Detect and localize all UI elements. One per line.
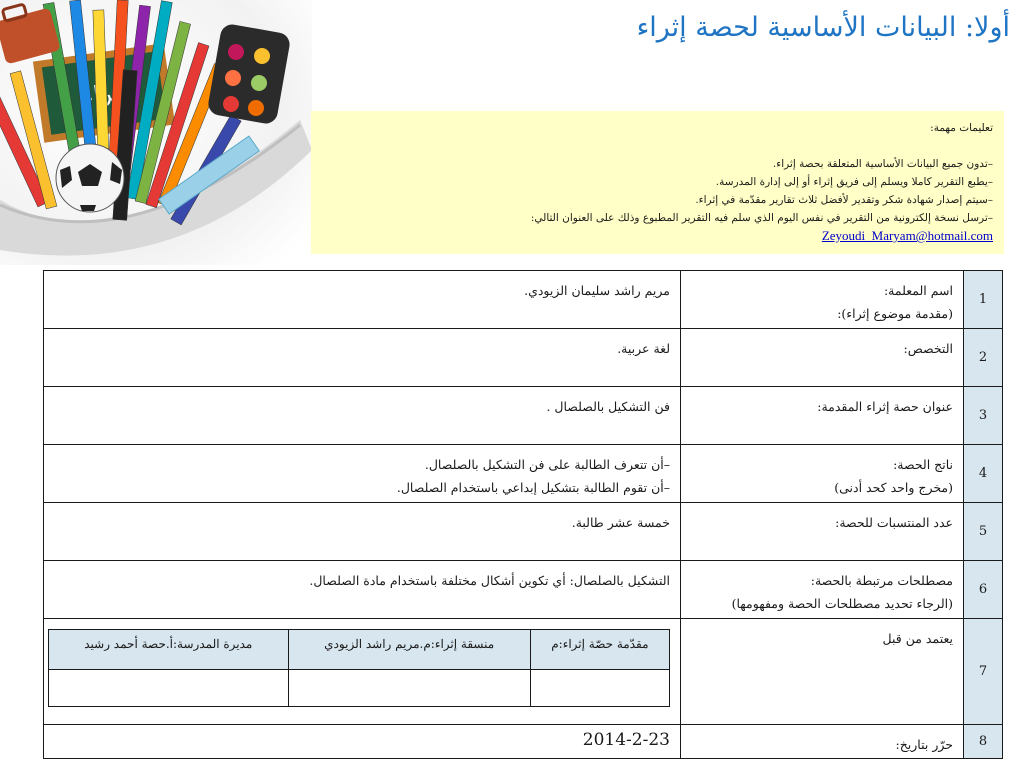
instruction-item: –تدون جميع البيانات الأساسية المتعلقة بحصة إثراء.	[772, 158, 993, 170]
specialization-label: التخصص:	[681, 329, 964, 387]
teacher-name-sublabel: (مقدمة موضوع إثراء):	[837, 306, 953, 321]
date-value[interactable]: 2014-2-23	[44, 725, 681, 759]
terms-value[interactable]: التشكيل بالصلصال: أي تكوين أشكال مختلفة باستخدام مادة الصلصال.	[44, 561, 681, 619]
signature-cell	[44, 619, 681, 725]
lesson-title-label: عنوان حصة إثراء المقدمة:	[681, 387, 964, 445]
row-number: 3	[964, 387, 1003, 445]
lesson-title-value[interactable]: فن التشكيل بالصلصال .	[44, 387, 681, 445]
instructions-box	[311, 111, 1004, 254]
participants-label: عدد المنتسبات للحصة:	[681, 503, 964, 561]
teacher-name-label: اسم المعلمة:	[883, 283, 953, 298]
row-label	[681, 271, 964, 329]
soccer-ball-icon	[56, 144, 124, 212]
row-label	[681, 561, 964, 619]
table-row	[44, 271, 1003, 329]
instruction-item: –سيتم إصدار شهادة شكر وتقدير لأفضل ثلاث تقارير مقدّمة في إثراء.	[695, 194, 993, 206]
row-label	[681, 445, 964, 503]
participants-value[interactable]: خمسة عشر طالبة.	[44, 503, 681, 561]
table-row	[44, 329, 1003, 387]
approved-by-label: يعتمد من قبل	[681, 619, 964, 725]
signature-header-row	[49, 630, 670, 670]
instruction-item: –يطبع التقرير كاملا ويسلم إلى فريق إثراء أو إلى إدارة المدرسة.	[715, 176, 993, 188]
row-number: 6	[964, 561, 1003, 619]
terms-label: مصطلحات مرتبطة بالحصة:	[810, 573, 953, 588]
instructions-heading: تعليمات مهمة:	[930, 122, 993, 134]
lesson-outcome-sublabel: (مخرج واحد كحد أدنى)	[834, 480, 953, 495]
table-row	[44, 561, 1003, 619]
outcome-line: –أن تقوم الطالبة بتشكيل إبداعي باستخدام الصلصال.	[396, 480, 670, 495]
coordinator-signature-field[interactable]	[288, 670, 530, 707]
basic-data-table	[43, 270, 1003, 759]
table-row	[44, 503, 1003, 561]
lesson-outcome-label: ناتج الحصة:	[893, 457, 953, 472]
lesson-outcome-value[interactable]	[44, 445, 681, 503]
coordinator-signature-header: منسقة إثراء:م.مريم راشد الزيودي	[288, 630, 530, 670]
email-link[interactable]: Zeyoudi_Maryam@hotmail.com	[821, 228, 993, 243]
presenter-signature-header: مقدّمة حصّة إثراء:م	[530, 630, 669, 670]
principal-signature-header: مديرة المدرسة:أ.حصة أحمد رشيد	[49, 630, 289, 670]
table-row	[44, 445, 1003, 503]
instruction-item: –ترسل نسخة إلكترونية من التقرير في نفس اليوم الذي سلم فيه التقرير المطبوع وذلك على العنوان التالي:	[530, 212, 993, 224]
row-number: 7	[964, 619, 1003, 725]
table-row	[44, 725, 1003, 759]
principal-signature-field[interactable]	[49, 670, 289, 707]
row-number: 4	[964, 445, 1003, 503]
date-label: حرّر بتاريخ:	[681, 725, 964, 759]
signature-table	[48, 629, 670, 707]
table-row	[44, 619, 1003, 725]
terms-sublabel: (الرجاء تحديد مصطلحات الحصة ومفهومها)	[731, 596, 953, 611]
outcome-line: –أن تتعرف الطالبة على فن التشكيل بالصلصال.	[424, 457, 670, 472]
teacher-name-value[interactable]: مريم راشد سليمان الزيودي.	[44, 271, 681, 329]
presenter-signature-field[interactable]	[530, 670, 669, 707]
table-row	[44, 387, 1003, 445]
school-supplies-illustration	[0, 0, 312, 265]
row-number: 5	[964, 503, 1003, 561]
row-number: 1	[964, 271, 1003, 329]
page-title: أولا: البيانات الأساسية لحصة إثراء	[636, 12, 1010, 43]
signature-blank-row	[49, 670, 670, 707]
row-number: 2	[964, 329, 1003, 387]
specialization-value[interactable]: لغة عربية.	[44, 329, 681, 387]
row-number: 8	[964, 725, 1003, 759]
